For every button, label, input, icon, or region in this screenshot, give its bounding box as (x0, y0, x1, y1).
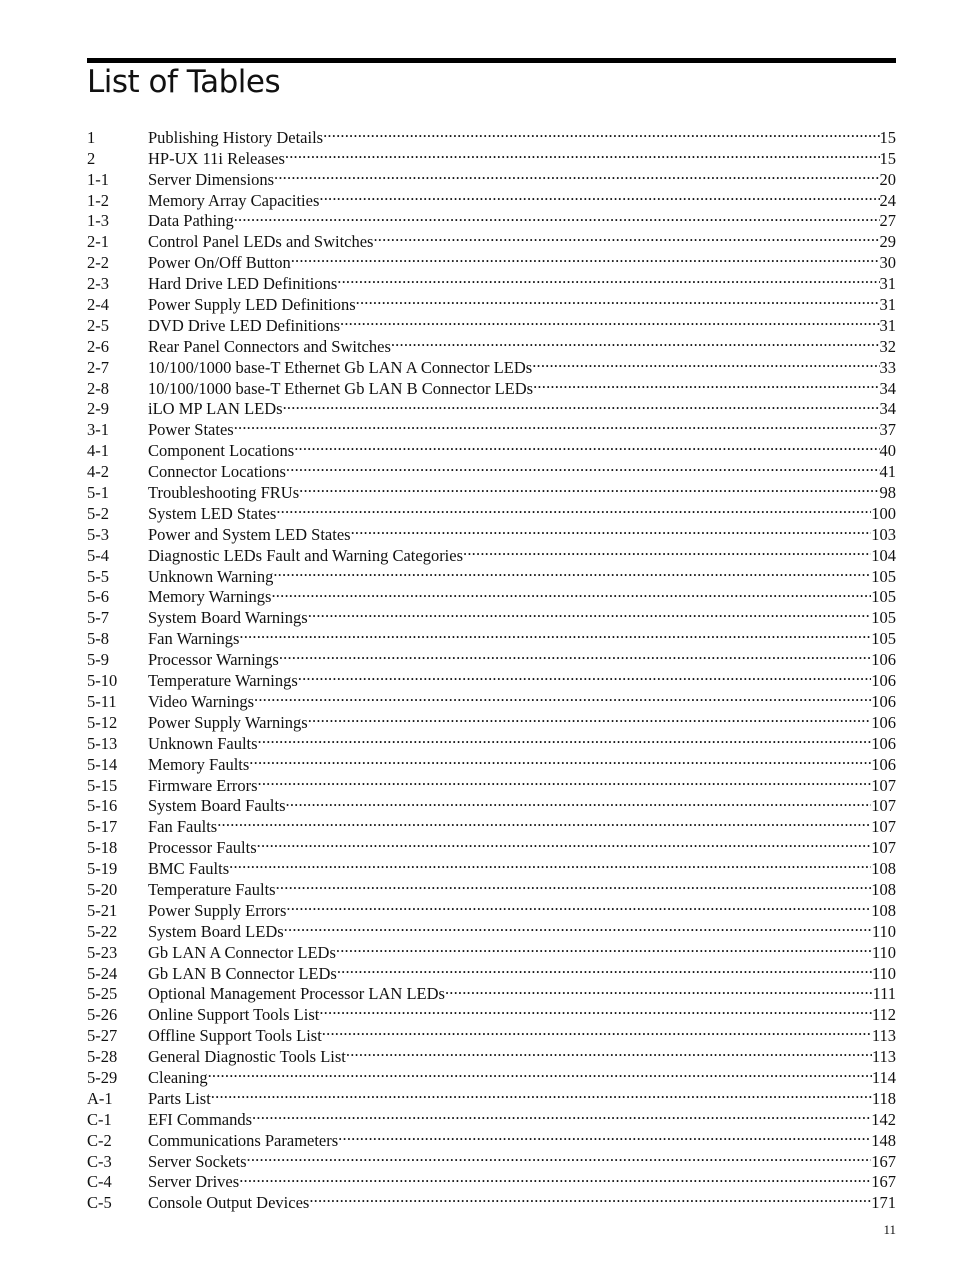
table-number: 5-18 (87, 838, 118, 858)
table-number: 5-19 (87, 859, 118, 879)
table-title[interactable]: System Board LEDs (148, 921, 284, 941)
table-title[interactable]: Video Warnings (148, 691, 254, 711)
dot-leader (217, 811, 871, 832)
table-title[interactable]: Rear Panel Connectors and Switches (148, 336, 391, 356)
dot-leader (294, 435, 879, 456)
table-number: 1-2 (87, 190, 109, 210)
dot-leader (239, 1167, 871, 1188)
table-number: 5-13 (87, 733, 118, 753)
dot-leader (284, 916, 872, 937)
page-reference[interactable]: 118 (871, 1088, 896, 1108)
page-reference[interactable]: 142 (871, 1109, 896, 1129)
table-number: C-2 (87, 1130, 112, 1150)
table-number: 5-5 (87, 566, 109, 586)
table-number: 5-29 (87, 1067, 118, 1087)
table-number: C-5 (87, 1193, 112, 1213)
table-title[interactable]: EFI Commands (148, 1109, 253, 1129)
page-reference[interactable]: 34 (879, 378, 896, 398)
table-title[interactable]: Memory Faults (148, 754, 250, 774)
dot-leader (276, 498, 871, 519)
dot-leader (254, 686, 871, 707)
page-reference[interactable]: 167 (871, 1151, 896, 1171)
table-number: 5-23 (87, 942, 118, 962)
table-number: 5-3 (87, 524, 109, 544)
table-title[interactable]: Power States (148, 420, 234, 440)
dot-leader (308, 707, 872, 728)
page-reference[interactable]: 40 (879, 441, 896, 461)
table-number: 5-10 (87, 671, 118, 691)
dot-leader (283, 394, 880, 415)
page-reference[interactable]: 108 (871, 900, 896, 920)
table-title[interactable]: Processor Warnings (148, 650, 279, 670)
table-title[interactable]: Power Supply Errors (148, 900, 287, 920)
top-rule (87, 58, 896, 63)
page-reference[interactable]: 98 (879, 483, 896, 503)
table-number: 3-1 (87, 420, 109, 440)
toc-entry[interactable] (87, 122, 896, 147)
table-number: 5-14 (87, 754, 118, 774)
table-title[interactable]: System LED States (148, 503, 277, 523)
table-title[interactable]: System Board Warnings (148, 608, 308, 628)
table-title[interactable]: Temperature Warnings (148, 671, 298, 691)
table-number: 5-21 (87, 900, 118, 920)
dot-leader (337, 958, 872, 979)
page-reference[interactable]: 105 (871, 566, 896, 586)
table-title[interactable]: Fan Faults (148, 817, 218, 837)
dot-leader (271, 582, 871, 603)
page-reference[interactable]: 106 (871, 754, 896, 774)
table-number: C-4 (87, 1172, 112, 1192)
page-reference[interactable]: 31 (879, 274, 896, 294)
page-reference[interactable]: 114 (871, 1067, 896, 1087)
page-reference[interactable]: 31 (879, 295, 896, 315)
page-reference[interactable]: 110 (871, 921, 896, 941)
table-title[interactable]: Power Supply LED Definitions (148, 295, 356, 315)
dot-leader (229, 853, 871, 874)
table-title[interactable]: Power Supply Warnings (148, 712, 308, 732)
table-number: 5-26 (87, 1005, 118, 1025)
page-reference[interactable]: 112 (871, 1005, 896, 1025)
table-number: A-1 (87, 1088, 113, 1108)
page-reference[interactable]: 24 (879, 190, 896, 210)
table-title[interactable]: Memory Warnings (148, 587, 272, 607)
table-title[interactable]: Parts List (148, 1088, 211, 1108)
dot-leader (258, 770, 872, 791)
table-title[interactable]: Control Panel LEDs and Switches (148, 232, 374, 252)
table-number: 2-1 (87, 232, 109, 252)
table-title[interactable]: General Diagnostic Tools List (148, 1047, 346, 1067)
table-number: 5-4 (87, 545, 109, 565)
page-reference[interactable]: 108 (871, 879, 896, 899)
table-title[interactable]: Temperature Faults (148, 879, 276, 899)
dot-leader (285, 143, 880, 164)
table-title[interactable]: System Board Faults (148, 796, 286, 816)
table-title[interactable]: Memory Array Capacities (148, 190, 320, 210)
toc-entry[interactable] (87, 1083, 896, 1108)
table-number: 2-8 (87, 378, 109, 398)
dot-leader (533, 373, 879, 394)
page-reference[interactable]: 29 (879, 232, 896, 252)
dot-leader (319, 185, 879, 206)
table-number: 5-24 (87, 963, 118, 983)
page-reference[interactable]: 27 (879, 211, 896, 231)
table-number: 2-6 (87, 336, 109, 356)
dot-leader (286, 791, 872, 812)
dot-leader (208, 1062, 872, 1083)
page-reference[interactable]: 31 (879, 315, 896, 335)
table-title[interactable]: Unknown Faults (148, 733, 258, 753)
page-reference[interactable]: 106 (871, 671, 896, 691)
table-number: 1-1 (87, 169, 109, 189)
dot-leader (247, 1146, 872, 1167)
table-title[interactable]: Publishing History Details (148, 127, 324, 147)
dot-leader (257, 832, 872, 853)
page-reference[interactable]: 33 (879, 357, 896, 377)
dot-leader (338, 1125, 871, 1146)
dot-leader (299, 477, 879, 498)
page-title: List of Tables (87, 64, 281, 100)
table-title[interactable]: Data Pathing (148, 211, 234, 231)
table-number: 2 (87, 148, 96, 168)
page-reference[interactable]: 107 (871, 838, 896, 858)
dot-leader (274, 164, 879, 185)
table-title[interactable]: Communications Parameters (148, 1130, 339, 1150)
page-number: 11 (883, 1222, 896, 1237)
page-reference[interactable]: 104 (871, 545, 896, 565)
page-reference[interactable]: 30 (879, 253, 896, 273)
dot-leader (298, 665, 871, 686)
table-title[interactable]: DVD Drive LED Definitions (148, 315, 341, 335)
table-number: 5-28 (87, 1047, 118, 1067)
dot-leader (291, 247, 880, 268)
page-reference[interactable]: 148 (871, 1130, 896, 1150)
dot-leader (276, 874, 872, 895)
table-number: 5-27 (87, 1026, 118, 1046)
dot-leader (211, 1083, 872, 1104)
table-number: C-3 (87, 1151, 112, 1171)
dot-leader (532, 352, 879, 373)
dot-leader (234, 414, 880, 435)
table-title[interactable]: 10/100/1000 base-T Ethernet Gb LAN B Connector LEDs (148, 378, 534, 398)
page-reference[interactable]: 100 (871, 503, 896, 523)
table-title[interactable]: Cleaning (148, 1067, 208, 1087)
dot-leader (336, 937, 872, 958)
page-reference[interactable]: 106 (871, 650, 896, 670)
page-reference[interactable]: 171 (871, 1193, 896, 1213)
toc-entry[interactable] (87, 1062, 896, 1087)
page-reference[interactable]: 110 (871, 963, 896, 983)
page-reference[interactable]: 41 (879, 462, 896, 482)
table-number: 5-1 (87, 483, 109, 503)
table-title[interactable]: 10/100/1000 base-T Ethernet Gb LAN A Connector LEDs (148, 357, 533, 377)
table-title[interactable]: Component Locations (148, 441, 295, 461)
table-number: 2-5 (87, 315, 109, 335)
table-title[interactable]: Server Drives (148, 1172, 240, 1192)
table-number: 1-3 (87, 211, 109, 231)
table-number: 5-8 (87, 629, 109, 649)
page-reference[interactable]: 105 (871, 608, 896, 628)
table-title[interactable]: Server Sockets (148, 1151, 247, 1171)
page-reference[interactable]: 32 (879, 336, 896, 356)
table-number: 2-9 (87, 399, 109, 419)
dot-leader (273, 561, 871, 582)
table-title[interactable]: Diagnostic LEDs Fault and Warning Categories (148, 545, 464, 565)
table-title[interactable]: Processor Faults (148, 838, 257, 858)
table-title[interactable]: Gb LAN B Connector LEDs (148, 963, 337, 983)
dot-leader (258, 728, 872, 749)
page-reference[interactable]: 113 (871, 1026, 896, 1046)
dot-leader (252, 1104, 871, 1125)
table-title[interactable]: Server Dimensions (148, 169, 275, 189)
dot-leader (391, 331, 880, 352)
page-reference[interactable]: 107 (871, 796, 896, 816)
table-title[interactable]: HP-UX 11i Releases (148, 148, 285, 168)
table-number: 2-3 (87, 274, 109, 294)
dot-leader (337, 268, 879, 289)
table-title[interactable]: Online Support Tools List (148, 1005, 320, 1025)
table-title[interactable]: BMC Faults (148, 859, 230, 879)
table-title[interactable]: Hard Drive LED Definitions (148, 274, 338, 294)
table-title[interactable]: Gb LAN A Connector LEDs (148, 942, 336, 962)
page-reference[interactable]: 106 (871, 691, 896, 711)
dot-leader (356, 289, 880, 310)
table-number: 5-2 (87, 503, 109, 523)
page-reference[interactable]: 106 (871, 733, 896, 753)
page-reference[interactable]: 108 (871, 859, 896, 879)
dot-leader (340, 310, 879, 331)
page-reference[interactable]: 113 (871, 1047, 896, 1067)
table-number: 5-7 (87, 608, 109, 628)
table-number: 2-2 (87, 253, 109, 273)
page-reference[interactable]: 105 (871, 587, 896, 607)
page-reference[interactable]: 34 (879, 399, 896, 419)
dot-leader (279, 644, 871, 665)
table-title[interactable]: iLO MP LAN LEDs (148, 399, 283, 419)
dot-leader (322, 1020, 872, 1041)
page-reference[interactable]: 15 (879, 148, 896, 168)
page-reference[interactable]: 111 (872, 984, 896, 1004)
table-title[interactable]: Fan Warnings (148, 629, 240, 649)
page-reference[interactable]: 167 (871, 1172, 896, 1192)
dot-leader (346, 1041, 872, 1062)
table-number: 4-1 (87, 441, 109, 461)
page-reference[interactable]: 15 (879, 127, 896, 147)
dot-leader (239, 623, 871, 644)
page-reference[interactable]: 103 (871, 524, 896, 544)
dot-leader (234, 206, 880, 227)
table-number: 5-25 (87, 984, 118, 1004)
table-title[interactable]: Offline Support Tools List (148, 1026, 322, 1046)
table-number: 1 (87, 127, 96, 147)
table-title[interactable]: Power On/Off Button (148, 253, 291, 273)
table-title[interactable]: Connector Locations (148, 462, 286, 482)
table-number: 5-22 (87, 921, 118, 941)
table-title[interactable]: Console Output Devices (148, 1193, 310, 1213)
table-title[interactable]: Unknown Warning (148, 566, 274, 586)
dot-leader (323, 122, 879, 143)
table-number: 5-12 (87, 712, 118, 732)
table-number: 5-20 (87, 879, 118, 899)
table-number: 2-7 (87, 357, 109, 377)
table-number: 5-16 (87, 796, 118, 816)
table-number: 5-6 (87, 587, 109, 607)
page-reference[interactable]: 37 (879, 420, 896, 440)
table-number: 5-15 (87, 775, 118, 795)
page-reference[interactable]: 110 (871, 942, 896, 962)
table-title[interactable]: Optional Management Processor LAN LEDs (148, 984, 445, 1004)
dot-leader (351, 519, 872, 540)
dot-leader (319, 999, 872, 1020)
table-number: C-1 (87, 1109, 112, 1129)
dot-leader (286, 456, 880, 477)
page-reference[interactable]: 107 (871, 817, 896, 837)
dot-leader (463, 540, 871, 561)
table-title[interactable]: Troubleshooting FRUs (148, 483, 300, 503)
dot-leader (308, 602, 872, 623)
dot-leader (445, 979, 873, 1000)
table-number: 5-11 (87, 691, 117, 711)
table-number: 2-4 (87, 295, 109, 315)
table-list (87, 122, 896, 1213)
page-reference[interactable]: 20 (879, 169, 896, 189)
table-title[interactable]: Firmware Errors (148, 775, 258, 795)
page-reference[interactable]: 107 (871, 775, 896, 795)
dot-leader (249, 749, 871, 770)
dot-leader (286, 895, 871, 916)
page-reference[interactable]: 106 (871, 712, 896, 732)
table-number: 5-9 (87, 650, 109, 670)
table-number: 5-17 (87, 817, 118, 837)
dot-leader (373, 226, 879, 247)
table-number: 4-2 (87, 462, 109, 482)
dot-leader (309, 1187, 871, 1208)
page-reference[interactable]: 105 (871, 629, 896, 649)
table-title[interactable]: Power and System LED States (148, 524, 351, 544)
